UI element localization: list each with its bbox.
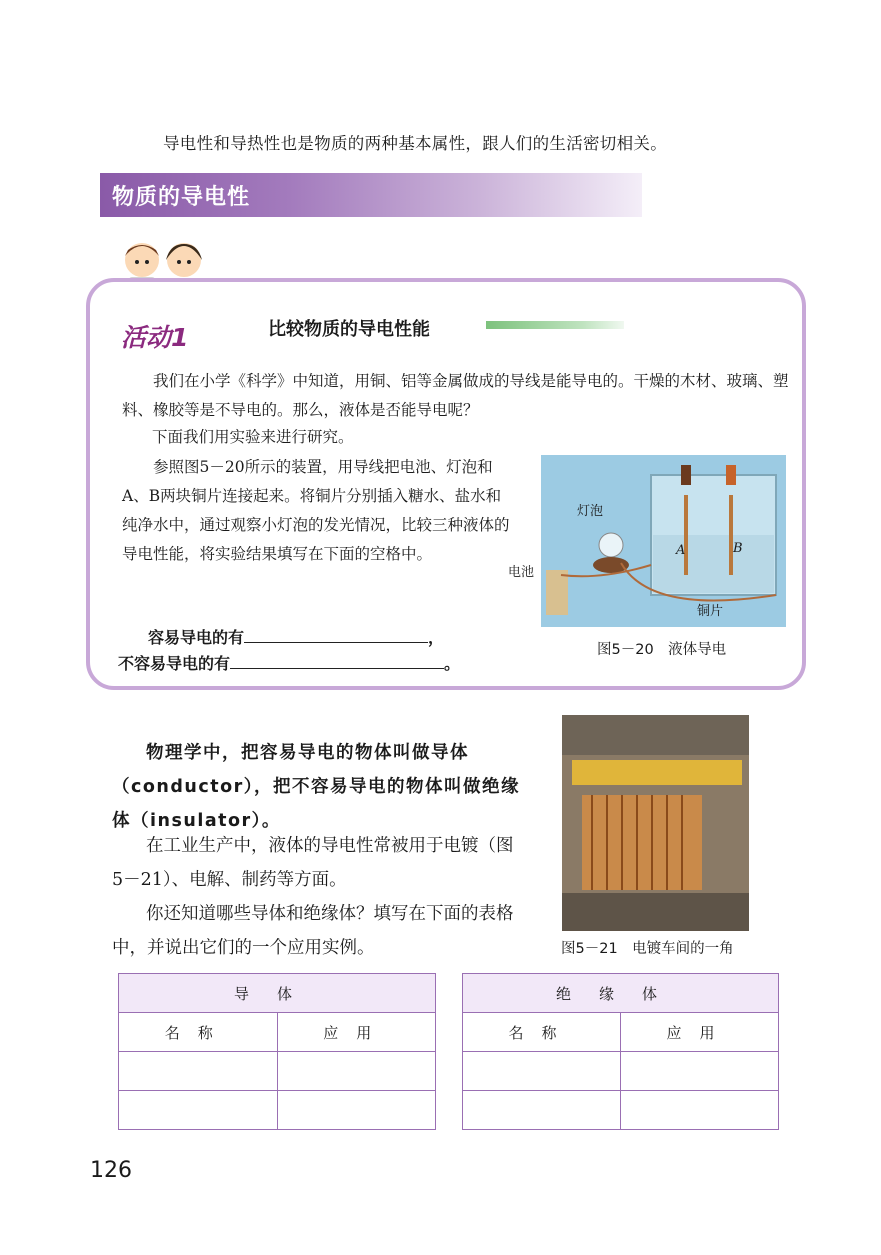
activity-label: 活动1 bbox=[121, 323, 189, 352]
activity-title: 比较物质的导电性能 bbox=[268, 319, 430, 340]
activity-paragraph-1-text: 我们在小学《科学》中知道，用铜、铝等金属做成的导线是能导电的。干燥的木材、玻璃、塑料、橡胶等是不导电的。那么，液体是否能导电呢？ bbox=[122, 372, 789, 419]
figure-label-a: A bbox=[676, 543, 686, 558]
definition-paragraph bbox=[112, 736, 522, 838]
conductor-table bbox=[118, 973, 436, 1130]
section-title: 物质的导电性 bbox=[112, 185, 251, 210]
fill-in-nonconductive-label: 不容易导电的有 bbox=[118, 654, 231, 673]
activity-paragraph-2: 下面我们用实验来进行研究。 bbox=[152, 428, 354, 446]
table-cell[interactable] bbox=[463, 1052, 621, 1091]
fill-in-nonconductive-punct: 。 bbox=[444, 654, 461, 673]
fill-in-conductive bbox=[148, 625, 444, 648]
liquid-conduction-photo bbox=[541, 455, 786, 627]
fill-in-nonconductive bbox=[118, 651, 460, 674]
definition-paragraph-text: 物理学中，把容易导电的物体叫做导体（conductor），把不容易导电的物体叫做绝缘体（insulator）。 bbox=[112, 743, 520, 831]
conductor-col-name: 名称 bbox=[119, 1013, 278, 1052]
table-cell[interactable] bbox=[119, 1052, 278, 1091]
activity-paragraph-3-text: 参照图5－20所示的装置，用导线把电池、灯泡和A、B两块铜片连接起来。将铜片分别插入糖水、盐水和纯净水中，通过观察小灯泡的发光情况，比较三种液体的导电性能，将实验结果填写在下面的空格中。 bbox=[122, 458, 510, 563]
table-cell[interactable] bbox=[277, 1052, 436, 1091]
figure-label-copper: 铜片 bbox=[697, 604, 724, 619]
activity-paragraph-3 bbox=[122, 453, 510, 569]
fill-in-conductive-punct: ， bbox=[428, 628, 445, 647]
fill-in-conductive-label: 容易导电的有 bbox=[148, 628, 245, 647]
table-cell[interactable] bbox=[119, 1091, 278, 1130]
figure-5-20-caption: 图5－20 液体导电 bbox=[597, 642, 727, 658]
table-cell[interactable] bbox=[621, 1052, 779, 1091]
insulator-table-title: 绝缘体 bbox=[463, 974, 779, 1013]
answer-blank-conductive[interactable] bbox=[244, 626, 428, 643]
table-cell[interactable] bbox=[463, 1091, 621, 1130]
table-cell[interactable] bbox=[277, 1091, 436, 1130]
question-paragraph-text: 你还知道哪些导体和绝缘体？填写在下面的表格中，并说出它们的一个应用实例。 bbox=[112, 904, 514, 958]
insulator-col-application: 应用 bbox=[621, 1013, 779, 1052]
intro-text: 导电性和导热性也是物质的两种基本属性，跟人们的生活密切相关。 bbox=[163, 134, 667, 153]
electroplating-workshop-photo bbox=[562, 715, 749, 931]
table-cell[interactable] bbox=[621, 1091, 779, 1130]
industry-paragraph-text: 在工业生产中，液体的导电性常被用于电镀（图5－21）、电解、制药等方面。 bbox=[112, 836, 514, 890]
answer-blank-nonconductive[interactable] bbox=[230, 652, 444, 669]
insulator-table bbox=[462, 973, 779, 1130]
activity-paragraph-1 bbox=[122, 367, 792, 425]
page-number: 126 bbox=[90, 1158, 132, 1183]
conductor-table-title: 导体 bbox=[119, 974, 436, 1013]
figure-label-bulb: 灯泡 bbox=[577, 504, 604, 519]
industry-paragraph bbox=[112, 829, 522, 897]
conductor-col-application: 应用 bbox=[277, 1013, 436, 1052]
figure-5-21-caption: 图5－21 电镀车间的一角 bbox=[561, 941, 734, 957]
figure-label-b: B bbox=[733, 541, 743, 556]
title-decoration-line bbox=[486, 321, 624, 329]
question-paragraph bbox=[112, 897, 522, 965]
insulator-col-name: 名称 bbox=[463, 1013, 621, 1052]
figure-label-battery: 电池 bbox=[508, 565, 535, 580]
